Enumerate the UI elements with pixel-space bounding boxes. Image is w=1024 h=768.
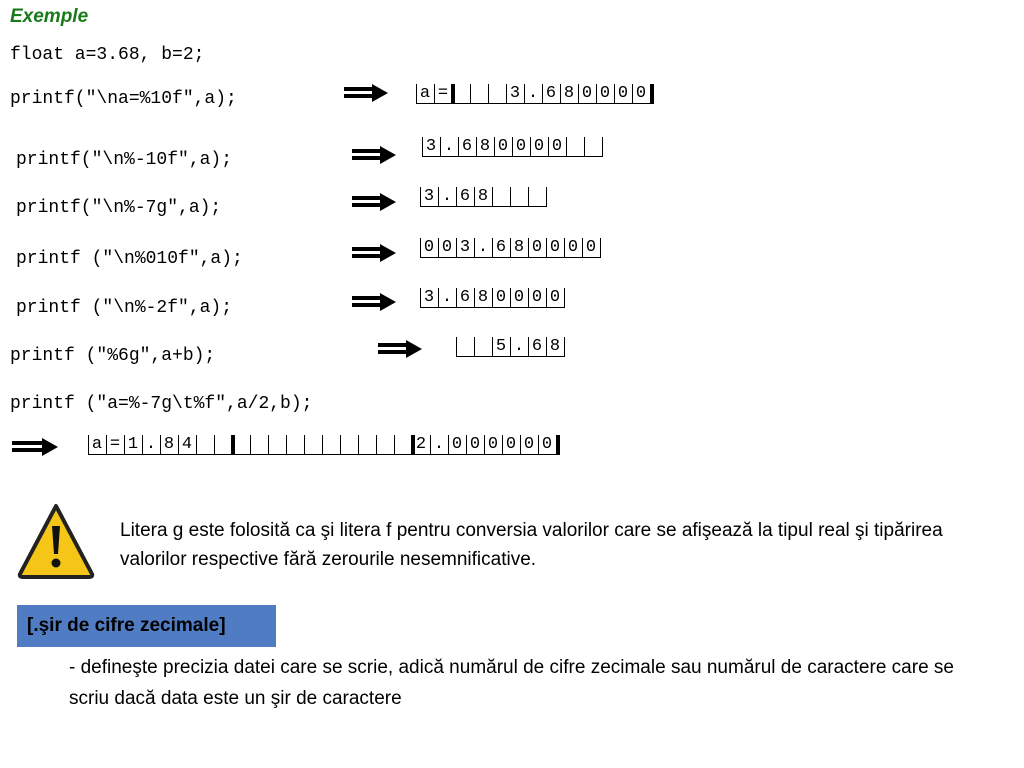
output-cell <box>304 435 322 455</box>
output-cell: 3 <box>420 187 438 207</box>
output-cell: 0 <box>578 84 596 104</box>
output-cell <box>232 435 250 455</box>
output-cell <box>376 435 394 455</box>
section-label <box>17 605 276 647</box>
output-cell: 6 <box>456 288 474 308</box>
output-cell: 3 <box>420 288 438 308</box>
output-cell: a <box>88 435 106 455</box>
output-cell <box>566 137 584 157</box>
output-cell <box>492 187 510 207</box>
output-cell: 0 <box>528 288 546 308</box>
output-cell: 0 <box>582 238 600 258</box>
cell-baseline <box>456 356 565 357</box>
output-cell: 6 <box>456 187 474 207</box>
output-cell: . <box>430 435 448 455</box>
output-cell: 6 <box>458 137 476 157</box>
output-cell: 6 <box>528 337 546 357</box>
output-cell <box>268 435 286 455</box>
output-cell: 8 <box>560 84 578 104</box>
double-arrow-icon <box>378 340 422 358</box>
output-cell <box>510 187 528 207</box>
output-cell: 0 <box>548 137 566 157</box>
cell-baseline <box>88 454 560 455</box>
output-cells-row <box>416 84 654 104</box>
section-label-text: [.şir de cifre zecimale] <box>27 615 226 636</box>
code-line-printf-3: printf("\n%-7g",a); <box>16 198 222 218</box>
double-arrow-icon <box>352 244 396 262</box>
double-arrow-icon <box>12 438 58 456</box>
code-line-printf-6: printf ("%6g",a+b); <box>10 346 216 366</box>
code-line-printf-2: printf("\n%-10f",a); <box>16 150 233 170</box>
output-cell: 3 <box>456 238 474 258</box>
output-cell: 0 <box>530 137 548 157</box>
output-cell: 8 <box>546 337 564 357</box>
warning-icon <box>16 502 96 580</box>
code-line-printf-1: printf("\na=%10f",a); <box>10 89 237 109</box>
output-cell: . <box>438 187 456 207</box>
page-title: Exemple <box>10 6 89 27</box>
note-text: Litera g este folosită ca şi litera f pentru conversia valorilor care se afişează la tipul real şi tipărirea valorilor respective fără zerourile nesemnificative. <box>120 520 943 570</box>
output-cell: 0 <box>492 288 510 308</box>
output-cell <box>322 435 340 455</box>
output-cell: 0 <box>438 238 456 258</box>
output-cell <box>452 84 470 104</box>
code-line-printf-4: printf ("\n%010f",a); <box>16 249 243 269</box>
double-arrow-icon <box>344 84 388 102</box>
cell-baseline <box>420 307 565 308</box>
code-line-declaration: float a=3.68, b=2; <box>10 45 205 65</box>
output-cell: 0 <box>510 288 528 308</box>
output-cell: 0 <box>520 435 538 455</box>
output-cell <box>214 435 232 455</box>
output-cell: 0 <box>466 435 484 455</box>
output-cells-row <box>420 288 565 308</box>
output-cell: 8 <box>510 238 528 258</box>
output-cell: 6 <box>492 238 510 258</box>
output-cell: 2 <box>412 435 430 455</box>
output-cell: 4 <box>178 435 196 455</box>
output-cell: 0 <box>546 238 564 258</box>
output-cells-row <box>456 337 565 357</box>
output-cell: 0 <box>512 137 530 157</box>
output-cell <box>488 84 506 104</box>
cell-baseline <box>420 206 547 207</box>
output-cell <box>358 435 376 455</box>
output-cell: 0 <box>546 288 564 308</box>
cell-baseline <box>420 257 601 258</box>
output-cell: . <box>524 84 542 104</box>
output-cell: 0 <box>614 84 632 104</box>
output-cell: 5 <box>492 337 510 357</box>
cell-baseline <box>422 156 603 157</box>
output-cell: 1 <box>124 435 142 455</box>
double-arrow-icon <box>352 146 396 164</box>
output-cell <box>528 187 546 207</box>
output-cell: 0 <box>528 238 546 258</box>
output-cell: 0 <box>484 435 502 455</box>
double-arrow-icon <box>352 293 396 311</box>
code-line-printf-5: printf ("\n%-2f",a); <box>16 298 233 318</box>
output-cell <box>250 435 268 455</box>
output-cell: a <box>416 84 434 104</box>
output-cell: 0 <box>564 238 582 258</box>
output-cell: 3 <box>506 84 524 104</box>
cell-baseline <box>416 103 654 104</box>
output-cell: 0 <box>420 238 438 258</box>
description-text: - defineşte precizia datei care se scrie, adică numărul de cifre zecimale sau numărul de caractere care se scriu dacă data este un şir de caractere <box>69 657 954 709</box>
output-cell: 0 <box>502 435 520 455</box>
output-cell: = <box>434 84 452 104</box>
output-cells-row <box>420 187 547 207</box>
output-cell <box>340 435 358 455</box>
output-cell: 0 <box>538 435 556 455</box>
output-cell: 8 <box>474 288 492 308</box>
output-cells-row <box>420 238 601 258</box>
output-cell <box>474 337 492 357</box>
output-cell: 0 <box>494 137 512 157</box>
output-cell <box>470 84 488 104</box>
output-cell: 0 <box>448 435 466 455</box>
output-cell <box>394 435 412 455</box>
output-cell <box>196 435 214 455</box>
output-cell: = <box>106 435 124 455</box>
double-arrow-icon <box>352 193 396 211</box>
output-cell: . <box>474 238 492 258</box>
output-cells-row <box>422 137 603 157</box>
output-cell: . <box>438 288 456 308</box>
output-cell: 0 <box>596 84 614 104</box>
output-cell: 3 <box>422 137 440 157</box>
output-cell: . <box>142 435 160 455</box>
output-cells-row <box>88 435 560 455</box>
output-cell <box>456 337 474 357</box>
output-cell: . <box>510 337 528 357</box>
output-cell: 8 <box>160 435 178 455</box>
output-cell: . <box>440 137 458 157</box>
output-cell: 8 <box>476 137 494 157</box>
output-cell: 0 <box>632 84 650 104</box>
output-cell: 6 <box>542 84 560 104</box>
code-line-printf-7: printf ("a=%-7g\t%f",a/2,b); <box>10 394 313 414</box>
output-cell: 8 <box>474 187 492 207</box>
output-cell <box>584 137 602 157</box>
output-cell <box>286 435 304 455</box>
